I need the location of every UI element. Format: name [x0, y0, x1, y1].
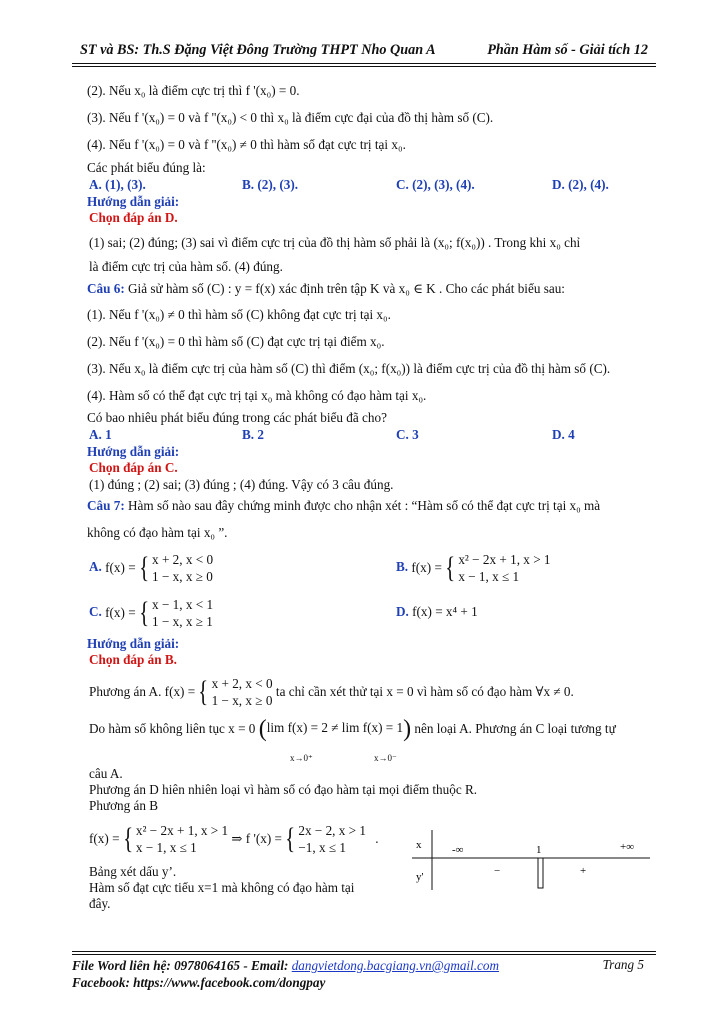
limit-expression — [258, 716, 412, 743]
q7-solution-a-cases — [212, 675, 273, 709]
case-line: 1 − x, x ≥ 0 — [211, 693, 273, 708]
q6-answer: Chọn đáp án C. — [89, 460, 178, 475]
statement-2: (2). Nếu x₀ là điểm cực trị thì f '(x₀) = 0. — [87, 83, 300, 98]
footer-contact: File Word liên hệ: 0978064165 - Email: — [72, 958, 292, 973]
limit-sub-right: x→0⁺ — [290, 753, 313, 763]
header-rule — [72, 63, 656, 67]
q7-option-b-cases — [458, 551, 550, 585]
q7-solution-line5: Phương án B — [89, 798, 159, 813]
case-line: x − 1, x ≤ 1 — [458, 569, 520, 584]
statement-3: (3). Nếu f '(x₀) = 0 và f ''(x₀) < 0 thì x₀ là điểm cực đại của đồ thị hàm số (C). — [87, 110, 494, 125]
q6-ask: Có bao nhiêu phát biểu đúng trong các phát biểu đã cho? — [87, 410, 387, 425]
q7-option-d-label: D. — [396, 604, 409, 619]
q7-solution-a-pre: Phương án A. — [89, 684, 162, 699]
q7-option-a — [89, 551, 213, 585]
q7-option-b — [396, 551, 551, 585]
brace-icon: { — [138, 551, 149, 584]
case-line: 1 − x, x ≥ 1 — [152, 614, 213, 629]
q5-option-a: A. (1), (3). — [89, 177, 146, 192]
q7-statement-line2: không có đạo hàm tại x₀ ”. — [87, 525, 228, 540]
limit-text: lim f(x) = 2 ≠ lim f(x) = 1 — [266, 720, 404, 736]
q5-option-c: C. (2), (3), (4). — [396, 177, 475, 192]
brace-icon: { — [285, 822, 296, 855]
sign-table-y-label: y' — [416, 871, 424, 883]
q7-solution-continuity — [89, 716, 616, 743]
statement-4: (4). Nếu f '(x₀) = 0 và f ''(x₀) ≠ 0 thì hàm số đạt cực trị tại x₀. — [87, 137, 406, 152]
q6-claim-4: (4). Hàm số có thể đạt cực trị tại x₀ mà không có đạo hàm tại x₀. — [87, 388, 427, 403]
case-line: x² − 2x + 1, x > 1 — [458, 552, 551, 567]
q6-guide-heading: Hướng dẫn giải: — [87, 444, 180, 459]
period: . — [375, 831, 379, 846]
case-line: −1, x ≤ 1 — [298, 840, 347, 855]
brace-icon: { — [445, 551, 456, 584]
q7-solution-a-post: ta chỉ cần xét thử tại x = 0 vì hàm số có đạo hàm ∀x ≠ 0. — [275, 684, 574, 699]
q7-statement-line1 — [87, 498, 600, 514]
derivative-arrow: ⇒ f '(x) = — [231, 831, 282, 846]
q5-option-d: D. (2), (4). — [552, 177, 609, 192]
q5-answer: Chọn đáp án D. — [89, 210, 178, 225]
question-prompt: Các phát biểu đúng là: — [87, 160, 206, 175]
q7-solution-a — [89, 675, 574, 709]
case-line: x − 1, x ≤ 1 — [135, 840, 197, 855]
case-line: x − 1, x < 1 — [152, 597, 214, 612]
q7-solution-line4: Phương án D hiên nhiên loại vì hàm số có đạo hàm tại mọi điểm thuộc R. — [89, 782, 478, 797]
paren-close-icon: ) — [403, 716, 412, 743]
footer-rule — [72, 951, 656, 955]
q6-claim-1: (1). Nếu f '(x₀) ≠ 0 thì hàm số (C) không đạt cực trị tại x₀. — [87, 307, 391, 322]
q7-option-b-label: B. — [396, 559, 409, 575]
q7-solution-line3: câu A. — [89, 766, 123, 781]
sign-table — [412, 830, 652, 890]
q6-option-d: D. 4 — [552, 427, 575, 442]
paren-open-icon: ( — [258, 716, 267, 743]
brace-icon: { — [138, 596, 149, 629]
q5-solution-line2: là điểm cực trị của hàm số. (4) đúng. — [89, 259, 283, 274]
fb-f: f(x) = — [89, 831, 120, 846]
case-line: 2x − 2, x > 1 — [298, 823, 366, 838]
q5-solution-line1: (1) sai; (2) đúng; (3) sai vì điểm cực trị của đồ thị hàm số phải là (x₀; f(x₀)) . Trong khi x₀ chỉ — [89, 235, 581, 250]
header-right: Phần Hàm số - Giải tích 12 — [487, 42, 648, 58]
q7-option-c-label: C. — [89, 604, 102, 620]
q5-guide-heading: Hướng dẫn giải: — [87, 194, 180, 209]
q7-solution-b-formula — [89, 822, 379, 856]
continuity-post: nên loại A. Phương án C loại tương tự — [414, 720, 616, 736]
q7-option-c-f: f(x) = — [105, 605, 136, 620]
sign-table-x-value: 1 — [536, 844, 542, 856]
sign-table-double-bar — [538, 858, 543, 888]
q6-claim-3: (3). Nếu x₀ là điểm cực trị của hàm số (C) thì điểm (x₀; f(x₀)) là điểm cực trị của đồ thị hàm số (C). — [87, 361, 611, 376]
sign-table-x-label: x — [416, 839, 422, 851]
limit-sub-left: x→0⁻ — [374, 753, 397, 763]
case-line: x² − 2x + 1, x > 1 — [135, 823, 229, 838]
q6-solution: (1) đúng ; (2) sai; (3) đúng ; (4) đúng. Vậy có 3 câu đúng. — [89, 477, 394, 492]
q7-solution-line8: Hàm số đạt cực tiểu x=1 mà không có đạo hàm tại — [89, 880, 355, 895]
q7-option-b-f: f(x) = — [411, 560, 442, 575]
footer-facebook: Facebook: https://www.facebook.com/dongpay — [72, 975, 326, 990]
q7-option-c — [89, 596, 213, 630]
q7-solution-a-f: f(x) = — [164, 684, 196, 699]
sign-table-x-value: -∞ — [452, 844, 464, 856]
q6-text: Giả sử hàm số (C) : y = f(x) xác định trên tập K và x₀ ∈ K . Cho các phát biểu sau: — [128, 281, 565, 296]
q6-option-c: C. 3 — [396, 427, 419, 442]
footer-email-link[interactable]: dangvietdong.bacgiang.vn@gmail.com — [291, 958, 500, 973]
q7-option-a-cases — [152, 551, 213, 585]
q7-option-a-f: f(x) = — [105, 560, 136, 575]
q7-option-d-f: f(x) = x⁴ + 1 — [412, 604, 478, 619]
case-line: x + 2, x < 0 — [211, 676, 273, 691]
footer — [72, 957, 499, 991]
q7-text: Hàm số nào sau đây chứng minh được cho nhận xét : “Hàm số có thể đạt cực trị tại x₀ mà — [128, 498, 601, 513]
q6-claim-2: (2). Nếu f '(x₀) = 0 thì hàm số (C) đạt cực trị tại điểm x₀. — [87, 334, 385, 349]
q6-label: Câu 6: — [87, 281, 125, 296]
sign-table-x-value: +∞ — [620, 841, 635, 853]
q6-option-a: A. 1 — [89, 427, 112, 442]
q7-solution-line9: đây. — [89, 896, 111, 911]
q7-answer: Chọn đáp án B. — [89, 652, 177, 667]
q6-statement — [87, 281, 565, 297]
sign-table-sign: − — [494, 865, 501, 877]
q6-option-b: B. 2 — [242, 427, 264, 442]
page-header — [72, 40, 656, 60]
case-line: x + 2, x < 0 — [152, 552, 214, 567]
continuity-pre: Do hàm số không liên tục x = 0 — [89, 720, 256, 736]
sign-table-sign: + — [580, 865, 587, 877]
q7-label: Câu 7: — [87, 498, 125, 513]
fd-cases — [298, 822, 366, 856]
page-number: Trang 5 — [602, 957, 644, 972]
q7-solution-line7: Bảng xét dấu y’. — [89, 864, 177, 879]
brace-icon: { — [198, 675, 209, 708]
q7-guide-heading: Hướng dẫn giải: — [87, 636, 180, 651]
q5-option-b: B. (2), (3). — [242, 177, 299, 192]
fb-cases — [136, 822, 228, 856]
q7-option-a-label: A. — [89, 559, 102, 575]
case-line: 1 − x, x ≥ 0 — [152, 569, 213, 584]
q7-option-d — [396, 604, 478, 620]
q7-option-c-cases — [152, 596, 213, 630]
brace-icon: { — [122, 822, 133, 855]
header-left: ST và BS: Th.S Đặng Việt Đông Trường THPT Nho Quan A — [80, 42, 436, 58]
